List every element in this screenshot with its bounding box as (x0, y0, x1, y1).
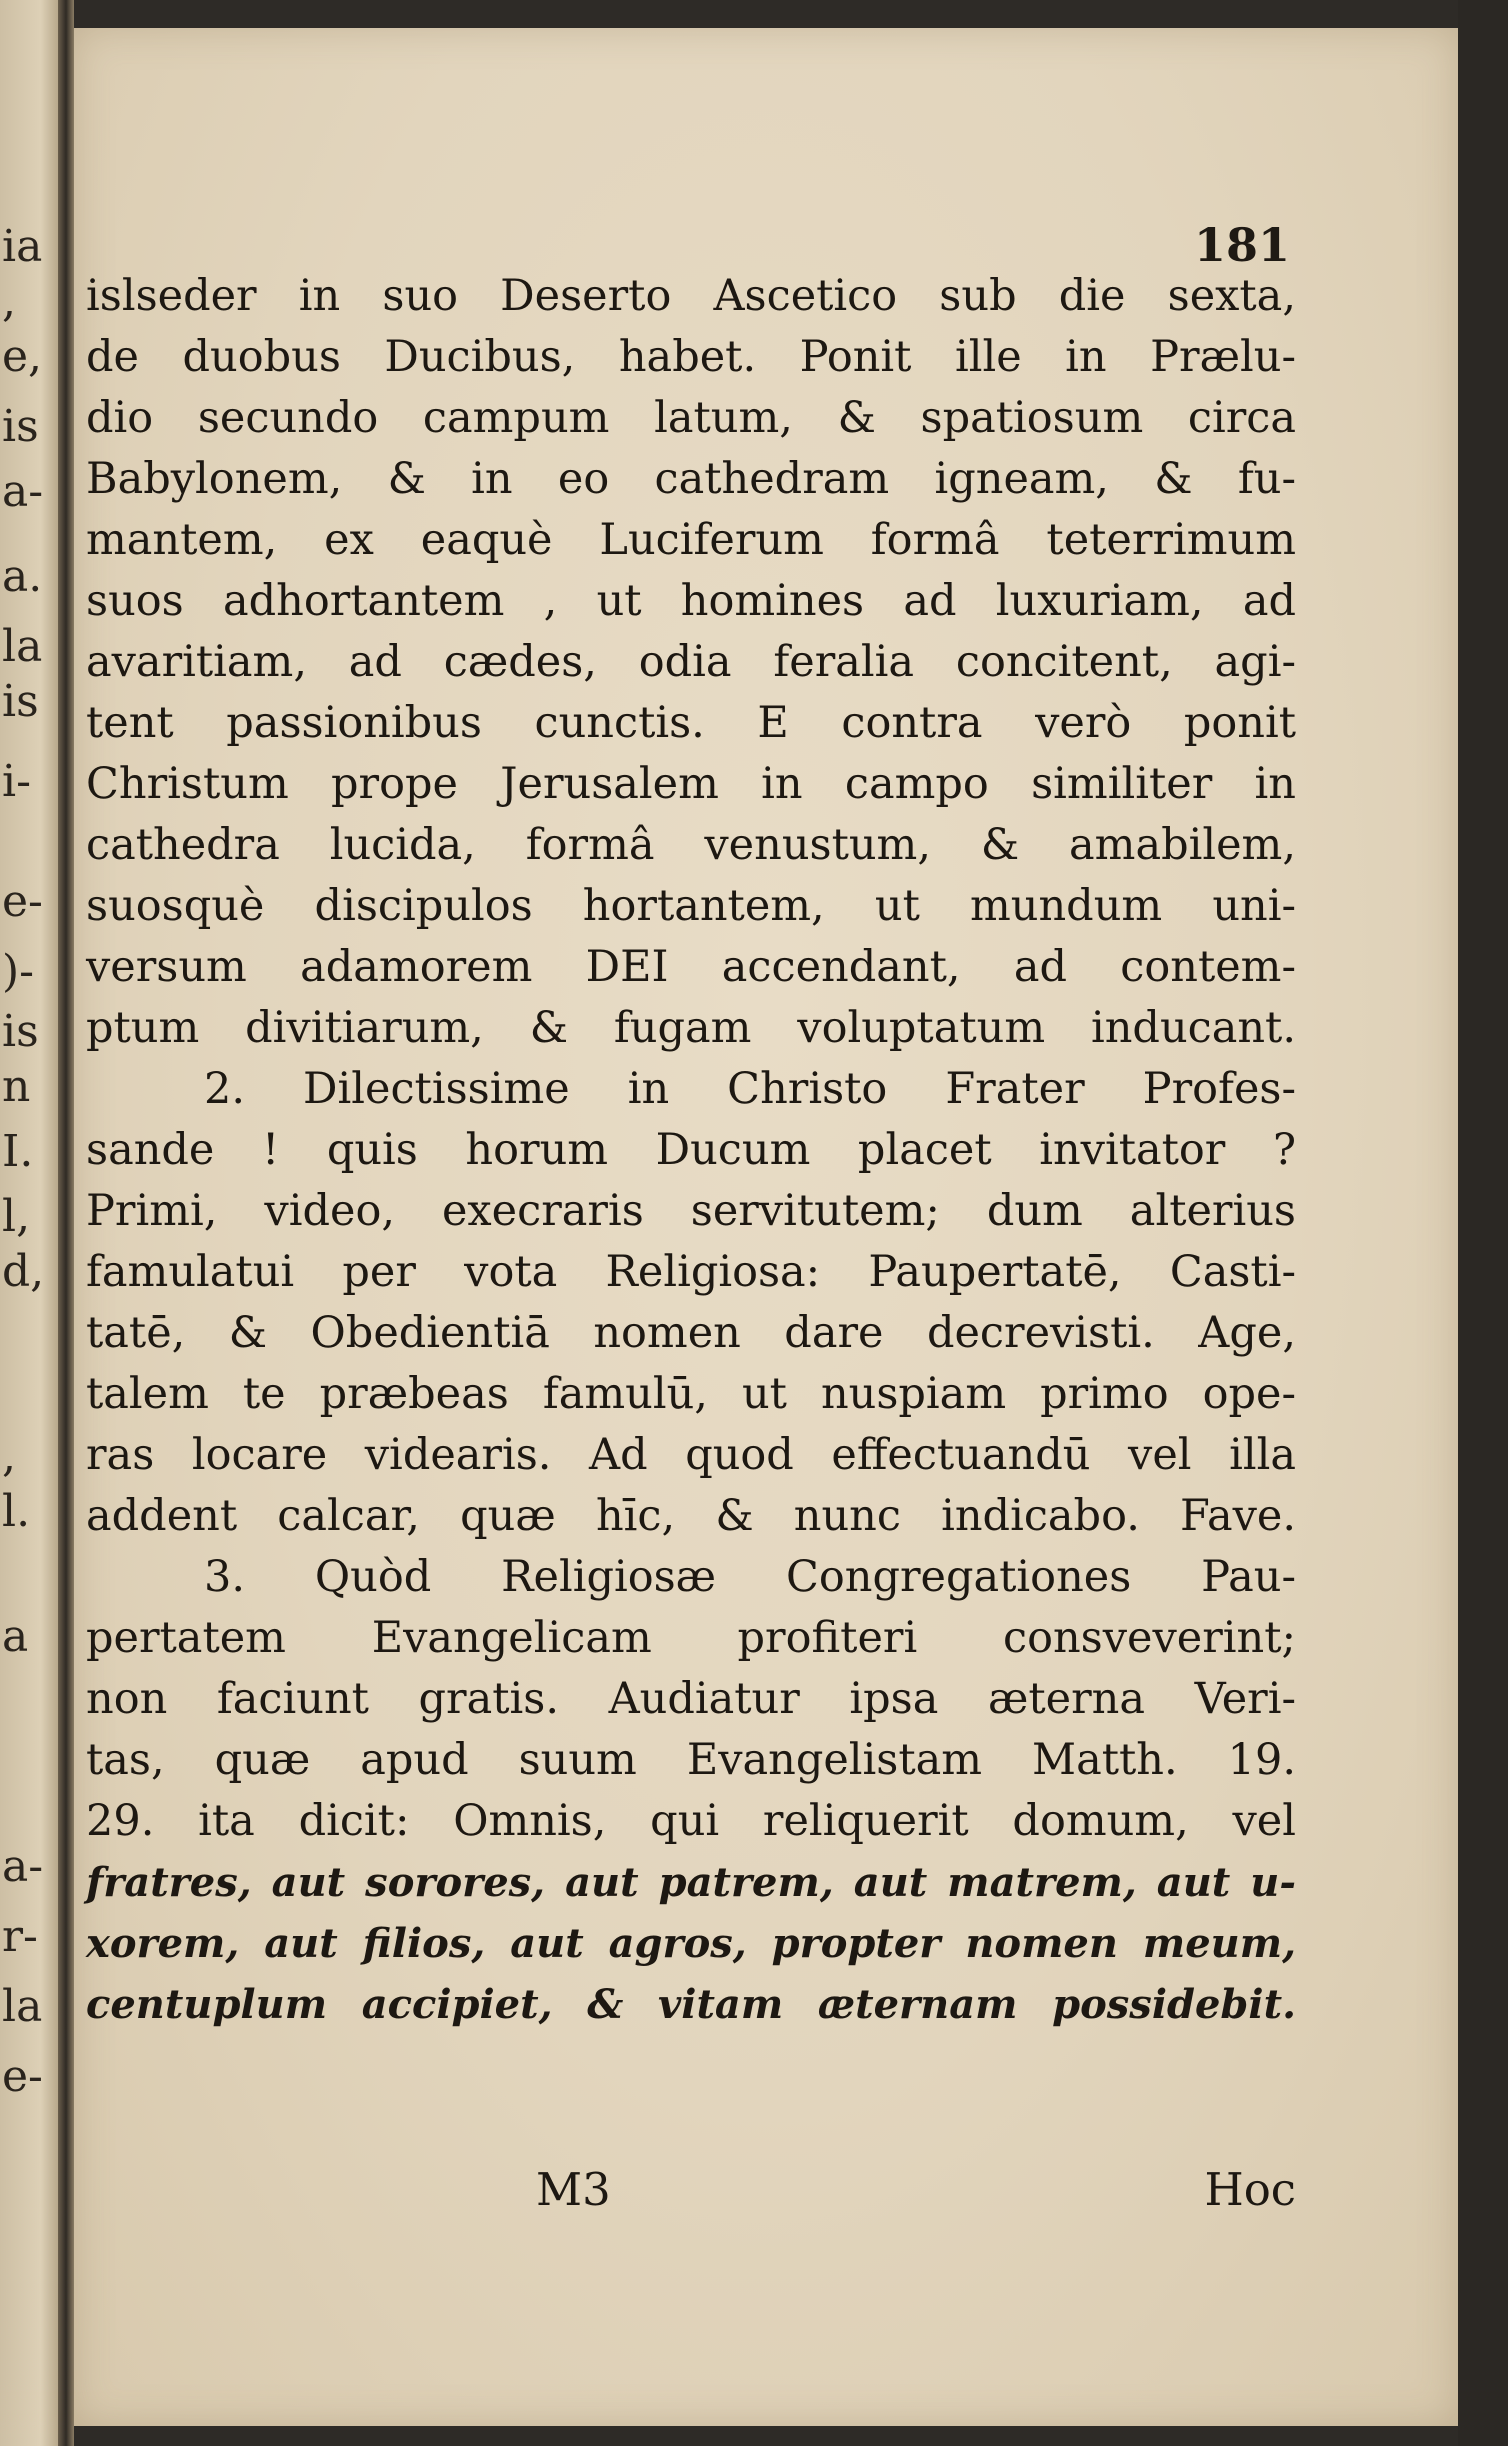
text-line: suos adhortantem , ut homines ad luxuriam, ad (86, 576, 1296, 626)
facing-page-text-fragment: )- (2, 946, 35, 997)
scan-background (1458, 0, 1508, 2446)
facing-page-text-fragment: e- (2, 2051, 43, 2102)
page-footer (86, 2163, 1296, 2223)
text-line: pertatem Evangelicam profiteri consveverint; (86, 1613, 1296, 1663)
text-line: famulatui per vota Religiosa: Paupertatē, Casti- (86, 1247, 1296, 1297)
catchword: Hoc (1204, 2163, 1296, 2216)
text-line: cathedra lucida, formâ venustum, & amabilem, (86, 820, 1296, 870)
text-line: talem te præbeas famulū, ut nuspiam primo ope- (86, 1369, 1296, 1419)
text-line: tas, quæ apud suum Evangelistam Matth. 19. (86, 1735, 1296, 1785)
text-line: versum adamorem DEI accendant, ad contem- (86, 942, 1296, 992)
facing-page-text-fragment: la (2, 1981, 43, 2032)
text-line: Babylonem, & in eo cathedram igneam, & fu- (86, 454, 1296, 504)
text-line: sande ! quis horum Ducum placet invitator ? (86, 1125, 1296, 1175)
text-line: Primi, video, execraris servitutem; dum alterius (86, 1186, 1296, 1236)
facing-page-text-fragment: n (2, 1061, 31, 1112)
facing-page-text-fragment: i- (2, 756, 31, 807)
text-line: tatē, & Obedientiā nomen dare decrevisti. Age, (86, 1308, 1296, 1358)
text-line: de duobus Ducibus, habet. Ponit ille in Prælu- (86, 332, 1296, 382)
text-line: mantem, ex eaquè Luciferum formâ teterrimum (86, 515, 1296, 565)
signature-mark: M3 (536, 2163, 611, 2216)
facing-page-text-fragment: a (2, 1611, 29, 1662)
facing-page-text-fragment: is (2, 676, 39, 727)
facing-page-text-fragment: r- (2, 1911, 38, 1962)
text-line: tent passionibus cunctis. E contra verò ponit (86, 698, 1296, 748)
paragraph-start: 2. Dilectissime in Christo Frater Profes- (204, 1064, 1296, 1114)
facing-page-text-fragment: a- (2, 466, 44, 517)
facing-page-fragment (0, 0, 58, 2446)
facing-page-text-fragment: ia (2, 221, 43, 272)
facing-page-text-fragment: is (2, 1006, 39, 1057)
book-page (74, 28, 1458, 2426)
facing-page-text-fragment: d, (2, 1246, 45, 1297)
facing-page-text-fragment: is (2, 401, 39, 452)
facing-page-text-fragment: e- (2, 876, 43, 927)
text-line: ras locare videaris. Ad quod effectuandū vel illa (86, 1430, 1296, 1480)
text-line: non faciunt gratis. Audiatur ipsa æterna Veri- (86, 1674, 1296, 1724)
text-line: avaritiam, ad cædes, odia feralia concitent, agi- (86, 637, 1296, 687)
facing-page-text-fragment: , (2, 276, 16, 327)
facing-page-text-fragment: la (2, 621, 43, 672)
facing-page-text-fragment: a. (2, 551, 43, 602)
scripture-quote-line: fratres, aut sorores, aut patrem, aut matrem, aut u- (86, 1859, 1296, 1906)
text-line: islseder in suo Deserto Ascetico sub die sexta, (86, 271, 1296, 321)
paragraph-start: 3. Quòd Religiosæ Congregationes Pau- (204, 1552, 1296, 1602)
text-line: 29. ita dicit: Omnis, qui reliquerit domum, vel (86, 1796, 1296, 1846)
text-line: addent calcar, quæ hīc, & nunc indicabo. Fave. (86, 1491, 1296, 1541)
body-text (86, 266, 1296, 2035)
scripture-quote-line: centuplum accipiet, & vitam æternam possidebit. (86, 1981, 1296, 2028)
text-line: Christum prope Jerusalem in campo similiter in (86, 759, 1296, 809)
page-number: 181 (1194, 218, 1291, 272)
facing-page-text-fragment: a- (2, 1841, 44, 1892)
facing-page-text-fragment: l, (2, 1191, 31, 1242)
facing-page-text-fragment: e, (2, 331, 43, 382)
facing-page-text-fragment: l. (2, 1486, 31, 1537)
facing-page-text-fragment: I. (2, 1126, 34, 1177)
scripture-quote-line: xorem, aut filios, aut agros, propter nomen meum, (86, 1920, 1296, 1967)
facing-page-text-fragment: , (2, 1431, 16, 1482)
text-line: ptum divitiarum, & fugam voluptatum inducant. (86, 1003, 1296, 1053)
text-line: dio secundo campum latum, & spatiosum circa (86, 393, 1296, 443)
text-line: suosquè discipulos hortantem, ut mundum uni- (86, 881, 1296, 931)
book-gutter (58, 0, 74, 2446)
